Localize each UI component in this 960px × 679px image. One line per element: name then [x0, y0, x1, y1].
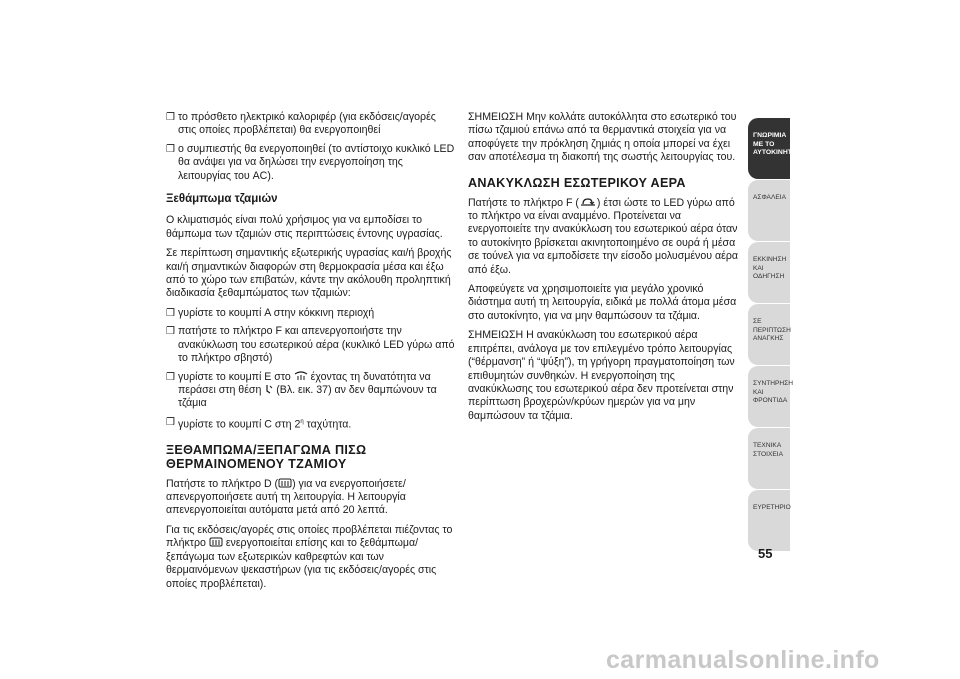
feet-airflow-icon	[264, 384, 273, 394]
bullet-mark: ❒	[166, 112, 175, 123]
tab-maintenance[interactable]: ΣΥΝΤΗΡΗΣΗ ΚΑΙ ΦΡΟΝΤΙΔΑ	[748, 366, 790, 427]
list-item-text: γυρίστε το κουμπί A στην κόκκινη περιοχή	[178, 306, 375, 319]
bullet-mark: ❒	[166, 143, 175, 155]
list-item-text: το πρόσθετο ηλεκτρικό καλοριφέρ (για εκδόσεις/αγορές στις οποίες προβλέπεται) θα ενεργοποιηθεί	[178, 111, 436, 137]
bullet-mark: ❒	[166, 307, 175, 319]
paragraph: Πατήστε το πλήκτρο D ( ) για να ενεργοποιήσετε/απενεργοποιήσετε αυτή τη λειτουργία. Η λειτουργία απενεργοποιείται αυτόματα μετά από 20 λεπτά.	[166, 477, 406, 517]
tab-starting-driving[interactable]: ΕΚΚΙΝΗΣΗ ΚΑΙ ΟΔΗΓΗΣΗ	[748, 242, 790, 303]
paragraph: Ο κλιματισμός είναι πολύ χρήσιμος για να εμποδίσει το θάμπωμα των τζαμιών στις περιπτώσεις έντονης υγρασίας.	[166, 214, 443, 240]
note-paragraph: ΣΗΜΕΙΩΣΗ Η ανακύκλωση του εσωτερικού αέρα επιτρέπει, ανάλογα με τον επιλεγμένο τρόπο λειτουργίας (“θέρμανση” ή “ψύξη”), τη γρήγορη πραγματοποίηση των επιθυμητών συνθηκών. Η ενεργοποίηση της ανακύκλωσης του εσωτερικού αέρα δεν προτείνεται στην περίπτωση βροχερών/κρύων ημερών για να μην θαμπώσουν τα τζάμια.	[468, 329, 735, 422]
left-column	[166, 111, 456, 597]
tab-safety[interactable]: ΑΣΦΑΛΕΙΑ	[748, 180, 790, 241]
section-heading-rear-defrost: ΞΕΘΑΜΠΩΜΑ/ΞΕΠΑΓΩΜΑ ΠΙΣΩ ΘΕΡΜΑΙΝΟΜΕΝΟΥ ΤΖΑΜΙΟΥ	[166, 442, 367, 471]
list-item-text: γυρίστε το κουμπί C στη 2	[178, 418, 301, 431]
ordinal-suffix: η	[300, 418, 304, 425]
list-item-text: ο συμπιεστής θα ενεργοποιηθεί (το αντίστοιχο κυκλικό LED θα ανάψει για να δηλώσει την ενεργοποίηση της λειτουργίας του AC).	[178, 142, 455, 182]
bullet-mark: ❒	[166, 416, 175, 428]
list-item	[166, 111, 456, 138]
section-heading-recirculation: ΑΝΑΚΥΚΛΩΣΗ ΕΣΩΤΕΡΙΚΟΥ ΑΕΡΑ	[468, 175, 686, 190]
paragraph: Αποφεύγετε να χρησιμοποιείτε για μεγάλο χρονικό διάστημα αυτή τη λειτουργία, ειδικά με πολλά άτομα μέσα στο αυτοκίνητο, για να μην θαμπώσουν τα τζάμια.	[468, 283, 737, 322]
list-item-text: γυρίστε το κουμπί E στο	[178, 370, 291, 383]
tab-emergency[interactable]: ΣΕ ΠΕΡΙΠΤΩΣΗ ΑΝΑΓΚΗΣ	[748, 304, 790, 365]
subheading-defogging: Ξεθάμπωμα τζαμιών	[166, 193, 278, 206]
list-item	[166, 325, 456, 365]
page-number: 55	[758, 546, 773, 561]
list-item-text: ταχύτητα.	[306, 418, 352, 431]
tab-index[interactable]: ΕΥΡΕΤΗΡΙΟ	[748, 490, 790, 551]
tab-getting-to-know[interactable]: ΓΝΩΡΙΜΙΑ ΜΕ ΤΟ ΑΥΤΟΚΙΝΗΤΟ	[748, 118, 790, 179]
air-recirculation-icon	[579, 197, 597, 207]
rear-window-defrost-icon	[278, 478, 292, 488]
list-item-text: πατήστε το πλήκτρο F και απενεργοποιήστε την ανακύκλωση του εσωτερικού αέρα (κυκλικό LED γύρω από το πλήκτρο σβηστό)	[178, 325, 455, 365]
list-item	[166, 371, 456, 411]
list-item-text: έχοντας τη δυνατότητα να περάσει στη θέση	[178, 370, 431, 396]
list-item	[166, 143, 456, 183]
windscreen-defrost-icon	[294, 371, 308, 381]
paragraph: Πατήστε το πλήκτρο F ( ) έτσι ώστε το LED γύρω από το πλήκτρο να είναι αναμμένο. Προτείνεται να ενεργοποιείτε την ανακύκλωση του εσωτερικού αέρα όταν το αυτοκίνητο βρίσκεται ακινητοποιημένο σε ουρά ή μέσα σε τούνελ για να εμποδίσετε την είσοδο μολυσμένου αέρα από έξω.	[468, 196, 738, 276]
list-item	[166, 307, 456, 320]
note-paragraph: ΣΗΜΕΙΩΣΗ Μην κολλάτε αυτοκόλλητα στο εσωτερικό του πίσω τζαμιού επάνω από τα θερμαντικά στοιχεία για να αποφύγετε την πρόκληση ζημιάς η οποία μπορεί να έχει σαν αποτέλεσμα τη διακοπή της σωστής λειτουργίας του.	[468, 111, 737, 164]
paragraph: Για τις εκδόσεις/αγορές στις οποίες προβλέπεται πιέζοντας το πλήκτρο ενεργοποιείται επίσης και το ξεθάμπωμα/ξεπάγωμα των εξωτερικών καθρεφτών και των θερμαινόμενων ψεκαστήρων (για τις εκδόσεις/αγορές στις οποίες προβλέπεται).	[166, 523, 453, 590]
tab-technical-data[interactable]: ΤΕΧΝΙΚΑ ΣΤΟΙΧΕΙΑ	[748, 428, 790, 489]
bullet-mark: ❒	[166, 371, 175, 383]
paragraph: Σε περίπτωση σημαντικής εξωτερικής υγρασίας και/ή βροχής και/ή σημαντικών διαφορών στη θερμοκρασία μέσα και έξω από το χώρο των επιβατών, κάντε την ακόλουθη προληπτική διαδικασία ξεθαμπώματος των τζαμιών:	[166, 247, 452, 300]
watermark: carmanualsonline.info	[606, 646, 880, 674]
list-item	[166, 416, 456, 432]
bullet-mark: ❒	[166, 326, 175, 338]
rear-window-defrost-icon	[209, 537, 223, 547]
list-item-text: (Βλ. εικ. 37) αν δεν θαμπώνουν τα τζάμια	[178, 383, 437, 410]
right-column	[468, 111, 740, 429]
